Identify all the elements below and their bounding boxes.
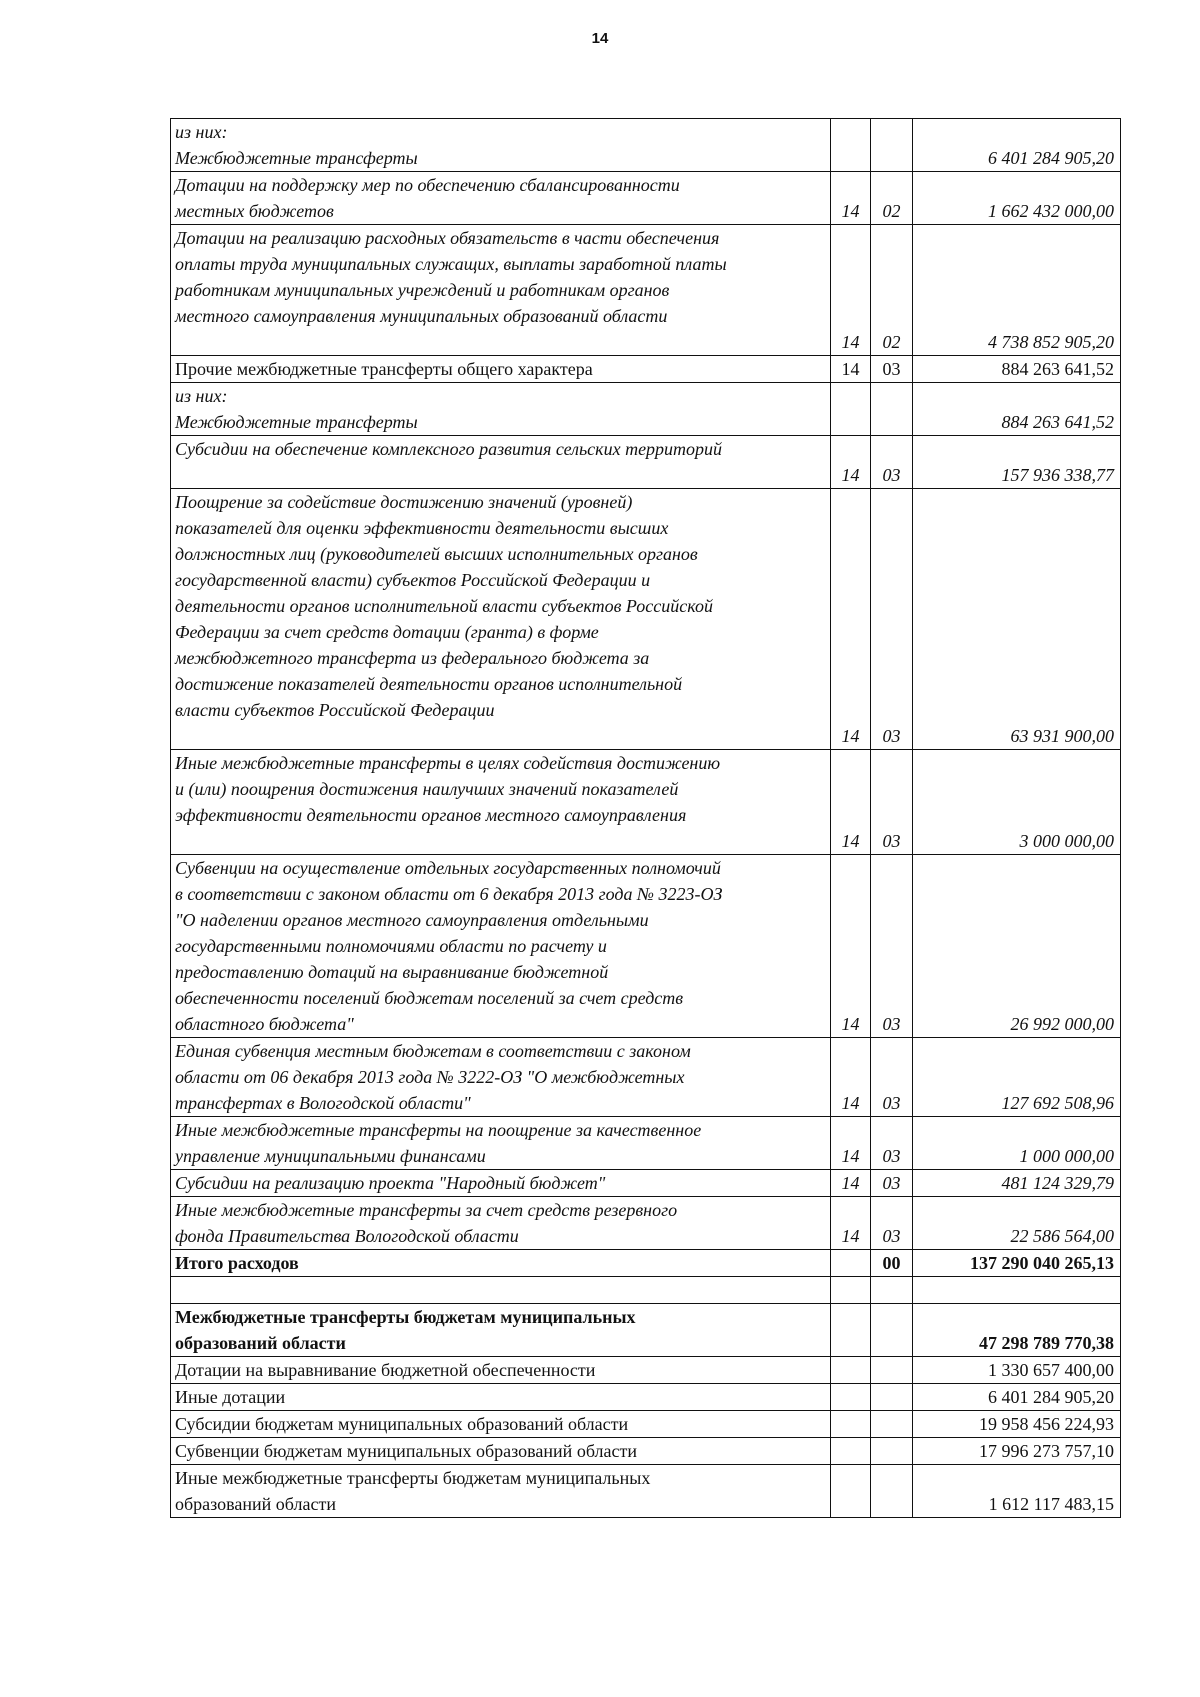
row-name	[171, 436, 831, 489]
row-subsection-code: 00	[871, 1250, 913, 1277]
row-name	[171, 1277, 831, 1304]
row-name	[171, 1438, 831, 1465]
row-section-code: 14	[831, 1197, 871, 1250]
row-name	[171, 383, 831, 436]
row-name-line: Субвенции на осуществление отдельных государственных полномочий	[175, 858, 721, 878]
row-subsection-code	[871, 1384, 913, 1411]
row-subsection-code	[871, 1438, 913, 1465]
table-row	[171, 1197, 1121, 1250]
row-name-line: Дотации на выравнивание бюджетной обеспеченности	[175, 1360, 596, 1380]
row-section-code	[831, 1304, 871, 1357]
table-row	[171, 1038, 1121, 1117]
row-name-line: Иные межбюджетные трансферты на поощрение за качественное	[175, 1120, 702, 1140]
row-subsection-code: 03	[871, 356, 913, 383]
row-subsection-code	[871, 1304, 913, 1357]
row-name-line: обеспеченности поселений бюджетам поселений за счет средств	[175, 988, 684, 1008]
row-name	[171, 855, 831, 1038]
row-name-line: показателей для оценки эффективности деятельности высших	[175, 518, 669, 538]
row-amount: 47 298 789 770,38	[913, 1304, 1121, 1357]
row-section-code: 14	[831, 172, 871, 225]
row-name-line: межбюджетного трансферта из федерального бюджета за	[175, 648, 650, 668]
table-row	[171, 1117, 1121, 1170]
row-section-code: 14	[831, 489, 871, 750]
row-amount: 1 662 432 000,00	[913, 172, 1121, 225]
row-amount: 3 000 000,00	[913, 750, 1121, 855]
table-row	[171, 1170, 1121, 1197]
row-name-line: Единая субвенция местным бюджетам в соответствии с законом	[175, 1041, 691, 1061]
row-name-line: Иные межбюджетные трансферты бюджетам муниципальных	[175, 1468, 651, 1488]
row-name-line: Дотации на поддержку мер по обеспечению сбалансированности	[175, 175, 680, 195]
row-amount: 1 612 117 483,15	[913, 1465, 1121, 1518]
table-row	[171, 1384, 1121, 1411]
table-row	[171, 1277, 1121, 1304]
row-section-code: 14	[831, 750, 871, 855]
row-amount: 6 401 284 905,20	[913, 1384, 1121, 1411]
row-name-line: из них:	[175, 386, 228, 406]
row-amount: 4 738 852 905,20	[913, 225, 1121, 356]
table-row	[171, 119, 1121, 172]
row-subsection-code: 03	[871, 1170, 913, 1197]
row-subsection-code: 03	[871, 436, 913, 489]
row-name-line: Иные межбюджетные трансферты в целях содействия достижению	[175, 753, 721, 773]
table-row	[171, 750, 1121, 855]
row-section-code: 14	[831, 225, 871, 356]
row-name-line: и (или) поощрения достижения наилучших значений показателей	[175, 779, 679, 799]
row-name	[171, 1117, 831, 1170]
row-section-code	[831, 1384, 871, 1411]
budget-table-container	[170, 118, 1120, 1518]
row-name-line: местного самоуправления муниципальных образований области	[175, 306, 668, 326]
row-name	[171, 172, 831, 225]
row-name-line: Итого расходов	[175, 1253, 299, 1273]
row-amount: 1 330 657 400,00	[913, 1357, 1121, 1384]
row-section-code: 14	[831, 1038, 871, 1117]
row-name-line: областного бюджета"	[175, 1014, 354, 1034]
row-section-code: 14	[831, 1170, 871, 1197]
row-amount: 26 992 000,00	[913, 855, 1121, 1038]
row-subsection-code: 03	[871, 750, 913, 855]
row-name-line	[175, 723, 826, 749]
row-amount: 63 931 900,00	[913, 489, 1121, 750]
row-name-line: Межбюджетные трансферты бюджетам муниципальных	[175, 1307, 636, 1327]
row-name	[171, 119, 831, 172]
row-section-code: 14	[831, 855, 871, 1038]
table-row	[171, 383, 1121, 436]
row-name-line: Субвенции бюджетам муниципальных образований области	[175, 1441, 637, 1461]
row-name-line: образований области	[175, 1494, 336, 1514]
row-subsection-code	[871, 1465, 913, 1518]
row-name-line: Субсидии бюджетам муниципальных образований области	[175, 1414, 629, 1434]
row-amount: 6 401 284 905,20	[913, 119, 1121, 172]
row-section-code: 14	[831, 436, 871, 489]
budget-table-body	[171, 119, 1121, 1518]
row-name-line: государственными полномочиями области по расчету и	[175, 936, 607, 956]
row-subsection-code	[871, 1411, 913, 1438]
table-row	[171, 855, 1121, 1038]
row-name-line: Федерации за счет средств дотации (гранта) в форме	[175, 622, 599, 642]
table-row	[171, 1411, 1121, 1438]
row-name-line: образований области	[175, 1333, 346, 1353]
row-subsection-code	[871, 1357, 913, 1384]
row-name-line	[175, 1277, 826, 1303]
row-name-line: работникам муниципальных учреждений и работникам органов	[175, 280, 670, 300]
row-name-line: Межбюджетные трансферты	[175, 412, 418, 432]
table-row	[171, 1465, 1121, 1518]
row-name-line: управление муниципальными финансами	[175, 1146, 486, 1166]
row-amount: 127 692 508,96	[913, 1038, 1121, 1117]
row-section-code	[831, 1357, 871, 1384]
row-subsection-code: 02	[871, 172, 913, 225]
row-name	[171, 1465, 831, 1518]
row-amount: 481 124 329,79	[913, 1170, 1121, 1197]
row-name	[171, 1357, 831, 1384]
row-name-line: должностных лиц (руководителей высших исполнительных органов	[175, 544, 698, 564]
row-name-line: области от 06 декабря 2013 года № 3222-ОЗ "О межбюджетных	[175, 1067, 685, 1087]
row-amount: 22 586 564,00	[913, 1197, 1121, 1250]
row-section-code	[831, 1411, 871, 1438]
row-name	[171, 1304, 831, 1357]
row-name-line: власти субъектов Российской Федерации	[175, 700, 495, 720]
row-section-code	[831, 1250, 871, 1277]
row-name-line: эффективности деятельности органов местного самоуправления	[175, 805, 687, 825]
row-name-line: достижение показателей деятельности органов исполнительной	[175, 674, 683, 694]
row-amount: 157 936 338,77	[913, 436, 1121, 489]
row-name	[171, 1250, 831, 1277]
row-name-line: Иные межбюджетные трансферты за счет средств резервного	[175, 1200, 678, 1220]
row-name-line	[175, 462, 826, 488]
table-row	[171, 356, 1121, 383]
row-name	[171, 225, 831, 356]
row-name-line: предоставлению дотаций на выравнивание бюджетной	[175, 962, 609, 982]
row-subsection-code: 03	[871, 489, 913, 750]
budget-table	[170, 118, 1121, 1518]
row-amount: 19 958 456 224,93	[913, 1411, 1121, 1438]
table-row	[171, 489, 1121, 750]
row-amount: 1 000 000,00	[913, 1117, 1121, 1170]
table-row	[171, 1250, 1121, 1277]
row-subsection-code: 03	[871, 855, 913, 1038]
row-name-line: оплаты труда муниципальных служащих, выплаты заработной платы	[175, 254, 727, 274]
row-name-line: государственной власти) субъектов Российской Федерации и	[175, 570, 651, 590]
row-subsection-code: 03	[871, 1038, 913, 1117]
table-row	[171, 225, 1121, 356]
row-name	[171, 1038, 831, 1117]
row-name	[171, 750, 831, 855]
row-subsection-code: 03	[871, 1117, 913, 1170]
row-name-line: местных бюджетов	[175, 201, 334, 221]
row-name-line: Субсидии на обеспечение комплексного развития сельских территорий	[175, 439, 723, 459]
row-name-line: Субсидии на реализацию проекта "Народный бюджет"	[175, 1173, 606, 1193]
row-name-line: "О наделении органов местного самоуправления отдельными	[175, 910, 649, 930]
row-name-line: Дотации на реализацию расходных обязательств в части обеспечения	[175, 228, 720, 248]
row-subsection-code: 03	[871, 1197, 913, 1250]
row-name	[171, 1197, 831, 1250]
row-name-line	[175, 828, 826, 854]
row-amount: 17 996 273 757,10	[913, 1438, 1121, 1465]
row-name	[171, 356, 831, 383]
row-name-line: Поощрение за содействие достижению значений (уровней)	[175, 492, 633, 512]
row-name-line: трансфертах в Вологодской области"	[175, 1093, 471, 1113]
row-name-line: деятельности органов исполнительной власти субъектов Российской	[175, 596, 713, 616]
row-section-code	[831, 1438, 871, 1465]
row-name-line: фонда Правительства Вологодской области	[175, 1226, 519, 1246]
row-name-line: Межбюджетные трансферты	[175, 148, 418, 168]
row-name	[171, 489, 831, 750]
row-section-code: 14	[831, 1117, 871, 1170]
row-section-code	[831, 1277, 871, 1304]
row-section-code	[831, 119, 871, 172]
row-amount: 884 263 641,52	[913, 356, 1121, 383]
row-name	[171, 1411, 831, 1438]
page-number: 14	[591, 30, 609, 47]
row-name-line: в соответствии с законом области от 6 декабря 2013 года № 3223-ОЗ	[175, 884, 723, 904]
table-row	[171, 172, 1121, 225]
table-row	[171, 1304, 1121, 1357]
row-name-line: из них:	[175, 122, 228, 142]
row-name-line: Иные дотации	[175, 1387, 286, 1407]
row-section-code	[831, 1465, 871, 1518]
row-subsection-code: 02	[871, 225, 913, 356]
row-section-code: 14	[831, 356, 871, 383]
row-name	[171, 1170, 831, 1197]
row-name-line	[175, 329, 826, 355]
row-subsection-code	[871, 383, 913, 436]
row-section-code	[831, 383, 871, 436]
table-row	[171, 1357, 1121, 1384]
row-amount: 884 263 641,52	[913, 383, 1121, 436]
table-row	[171, 436, 1121, 489]
row-amount	[913, 1277, 1121, 1304]
table-row	[171, 1438, 1121, 1465]
row-subsection-code	[871, 1277, 913, 1304]
row-amount: 137 290 040 265,13	[913, 1250, 1121, 1277]
row-name	[171, 1384, 831, 1411]
row-name-line: Прочие межбюджетные трансферты общего характера	[175, 359, 593, 379]
row-subsection-code	[871, 119, 913, 172]
